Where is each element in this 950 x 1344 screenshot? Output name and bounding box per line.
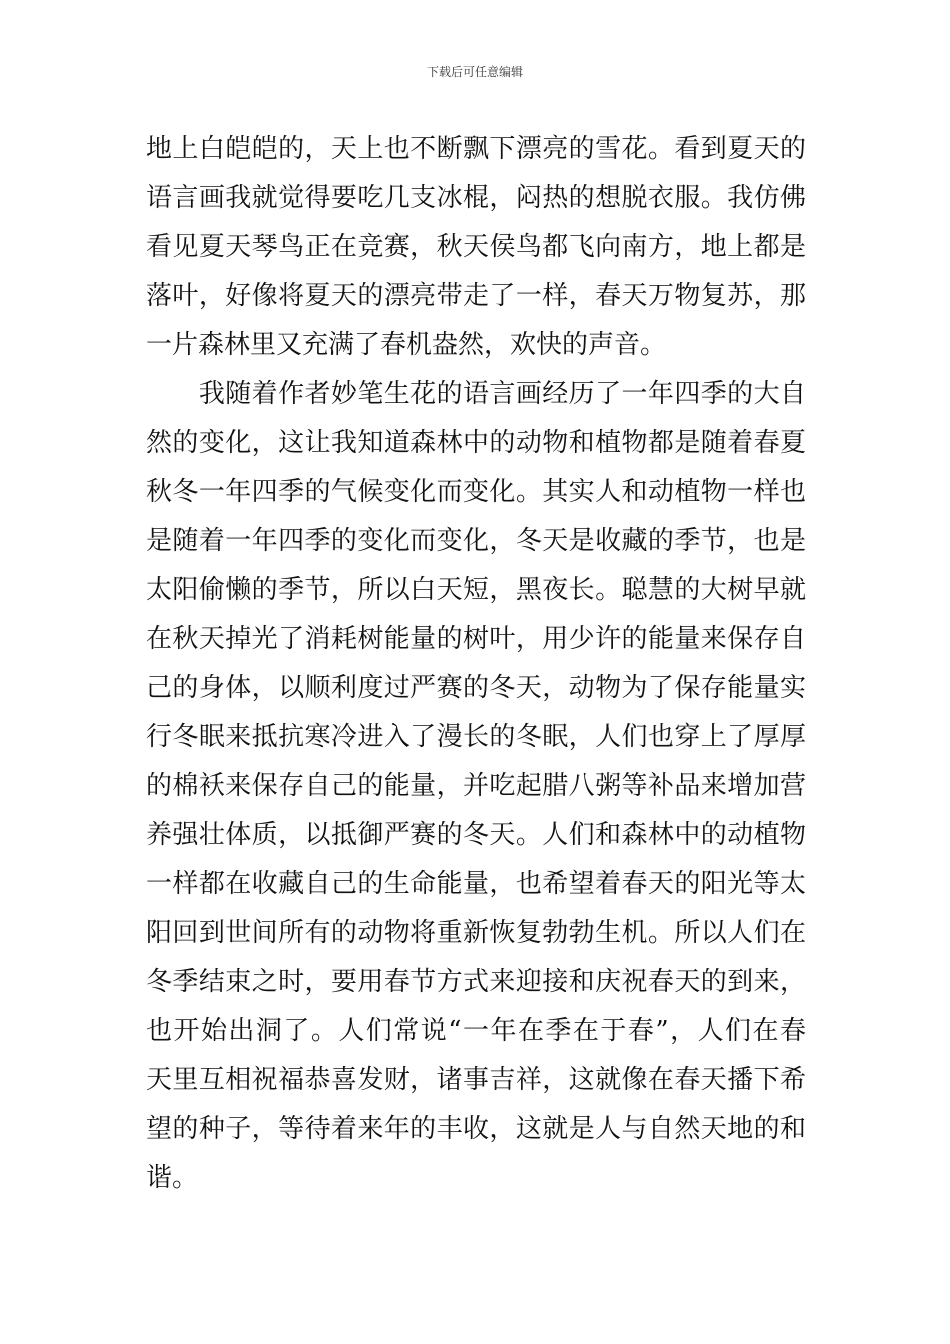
text-line: 己的身体，以顺利度过严赛的冬天，动物为了保存能量实 xyxy=(146,673,806,703)
text-line: 天里互相祝福恭喜发财，诸事吉祥，这就像在春天播下希 xyxy=(146,1065,806,1095)
text-line: 冬季结束之时，要用春节方式来迎接和庆祝春天的到来， xyxy=(146,967,806,997)
text-line: 看见夏天琴鸟正在竞赛，秋天侯鸟都飞向南方，地上都是 xyxy=(146,232,806,262)
text-line: 太阳偷懒的季节，所以白天短，黑夜长。聪慧的大树早就 xyxy=(146,575,806,605)
text-line: 一样都在收藏自己的生命能量，也希望着春天的阳光等太 xyxy=(146,869,806,899)
text-line: 阳回到世间所有的动物将重新恢复勃勃生机。所以人们在 xyxy=(146,918,806,948)
text-line: 落叶，好像将夏天的漂亮带走了一样，春天万物复苏，那 xyxy=(146,281,806,311)
page-header: 下载后可任意编辑 xyxy=(426,65,523,79)
text-line: 是随着一年四季的变化而变化，冬天是收藏的季节，也是 xyxy=(146,526,806,556)
document-body xyxy=(146,125,806,1203)
text-line: 行冬眠来抵抗寒冷进入了漫长的冬眠，人们也穿上了厚厚 xyxy=(146,722,806,752)
text-line: 谐。 xyxy=(146,1163,199,1193)
text-line: 一片森林里又充满了春机盎然，欢快的声音。 xyxy=(146,330,667,360)
text-line: 语言画我就觉得要吃几支冰棍，闷热的想脱衣服。我仿佛 xyxy=(146,183,806,213)
text-line: 望的种子，等待着来年的丰收，这就是人与自然天地的和 xyxy=(146,1114,806,1144)
text-line: 然的变化，这让我知道森林中的动物和植物都是随着春夏 xyxy=(146,428,806,458)
text-line: 我随着作者妙笔生花的语言画经历了一年四季的大自 xyxy=(146,379,806,409)
text-line: 秋冬一年四季的气候变化而变化。其实人和动植物一样也 xyxy=(146,477,806,507)
text-line: 在秋天掉光了消耗树能量的树叶，用少许的能量来保存自 xyxy=(146,624,806,654)
text-line: 也开始出洞了。人们常说“一年在季在于春”，人们在春 xyxy=(146,1016,806,1046)
text-line: 的棉袄来保存自己的能量，并吃起腊八粥等补品来增加营 xyxy=(146,771,806,801)
text-line: 地上白皑皑的，天上也不断飘下漂亮的雪花。看到夏天的 xyxy=(146,134,806,164)
text-line: 养强壮体质，以抵御严赛的冬天。人们和森林中的动植物 xyxy=(146,820,806,850)
